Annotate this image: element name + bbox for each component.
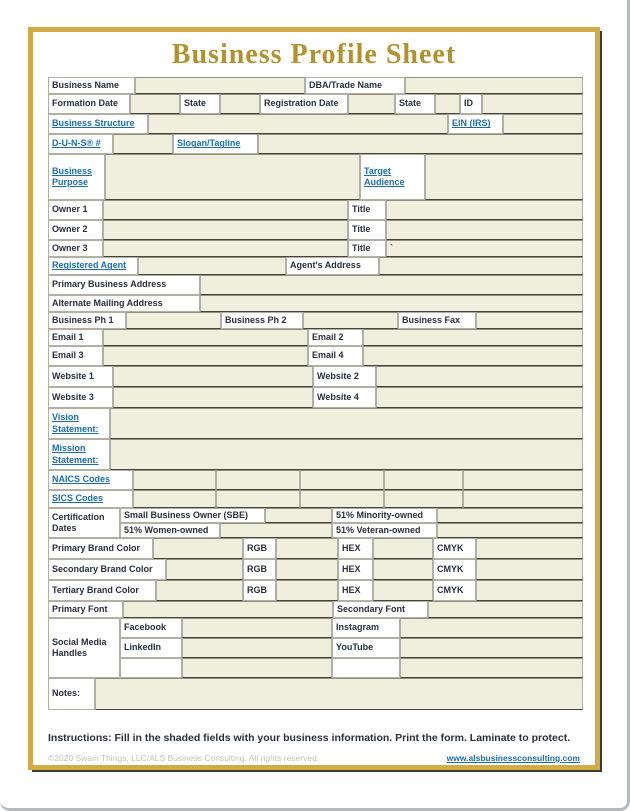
label-email-1: Email 1 xyxy=(48,329,103,346)
website-link[interactable]: www.alsbusinessconsulting.com xyxy=(446,753,580,763)
form-row xyxy=(48,538,583,559)
field-sics-code-5[interactable] xyxy=(463,490,583,508)
label-tertiary-rgb: RGB xyxy=(243,580,276,601)
field-naics-code-3[interactable] xyxy=(300,470,384,490)
form-row xyxy=(48,200,583,220)
form-row xyxy=(48,618,583,678)
field-linkedin[interactable] xyxy=(182,638,332,658)
field-naics-code-5[interactable] xyxy=(463,470,583,490)
field-naics-code-4[interactable] xyxy=(384,470,463,490)
label-business-fax: Business Fax xyxy=(398,312,476,329)
field-primary-cmyk[interactable] xyxy=(476,538,583,559)
field-email-4[interactable] xyxy=(363,346,583,366)
label-51-women-owned: 51% Women-owned xyxy=(120,523,220,538)
copyright-text: ©2020 Swain Things, LLC/ALS Business Consulting. All rights reserved. xyxy=(48,753,320,763)
form-row xyxy=(48,346,583,366)
field-agents-address[interactable] xyxy=(379,257,583,275)
field-small-business-owner-sbe[interactable] xyxy=(265,508,332,523)
label-social-extra-1 xyxy=(120,658,182,678)
form-row xyxy=(48,470,583,490)
field-tertiary-hex[interactable] xyxy=(373,580,433,601)
label-id: ID xyxy=(460,94,482,114)
label-51-veteran-owned: 51% Veteran-owned xyxy=(332,523,437,538)
form-subrow xyxy=(120,618,583,638)
form-row xyxy=(48,678,583,710)
field-website-1[interactable] xyxy=(113,366,313,387)
label-business-name: Business Name xyxy=(48,77,135,94)
label-owner-1: Owner 1 xyxy=(48,200,103,220)
field-mission-statement[interactable] xyxy=(110,439,583,470)
form-subrow xyxy=(120,523,583,538)
link-business-purpose[interactable]: Business Purpose xyxy=(48,154,105,200)
gold-frame xyxy=(28,27,600,770)
form-row xyxy=(48,439,583,470)
link-target-audience[interactable]: Target Audience xyxy=(360,154,425,200)
field-id[interactable] xyxy=(482,94,583,114)
form-row xyxy=(48,114,583,134)
field-business-fax[interactable] xyxy=(476,312,583,329)
label-primary-hex: HEX xyxy=(338,538,373,559)
field-secondary-brand-color[interactable] xyxy=(166,559,243,580)
label-formation-state: State xyxy=(180,94,220,114)
form-row xyxy=(48,312,583,329)
form-row xyxy=(48,154,583,200)
label-owner-2-title: Title xyxy=(348,220,386,240)
label-51-minority-owned: 51% Minority-owned xyxy=(332,508,437,523)
label-business-ph-2: Business Ph 2 xyxy=(221,312,303,329)
field-owner-1[interactable] xyxy=(103,200,348,220)
link-vision-statement[interactable]: Vision Statement: xyxy=(48,408,110,439)
label-primary-brand-color: Primary Brand Color xyxy=(48,538,153,559)
field-primary-brand-color[interactable] xyxy=(153,538,243,559)
field-sics-code-3[interactable] xyxy=(300,490,384,508)
field-registration-date[interactable] xyxy=(348,94,395,114)
label-registration-state: State xyxy=(395,94,435,114)
form-row xyxy=(48,257,583,275)
form-row xyxy=(48,559,583,580)
link-business-structure[interactable]: Business Structure xyxy=(48,114,148,134)
profile-form xyxy=(48,77,583,710)
field-registration-state[interactable] xyxy=(435,94,460,114)
label-instagram: Instagram xyxy=(332,618,400,638)
field-formation-date[interactable] xyxy=(130,94,180,114)
label-tertiary-hex: HEX xyxy=(338,580,373,601)
form-subrows xyxy=(120,618,583,678)
form-row xyxy=(48,240,583,257)
label-secondary-brand-color: Secondary Brand Color xyxy=(48,559,166,580)
field-sics-code-4[interactable] xyxy=(384,490,463,508)
label-website-4: Website 4 xyxy=(313,387,376,408)
field-owner-2-title[interactable] xyxy=(386,220,583,240)
field-owner-3-title[interactable]: ` xyxy=(386,240,583,257)
link-duns-number[interactable]: D-U-N-S® # xyxy=(48,134,113,154)
form-subrow xyxy=(120,508,583,523)
label-tertiary-cmyk: CMYK xyxy=(433,580,476,601)
form-row xyxy=(48,94,583,114)
field-tertiary-rgb[interactable] xyxy=(276,580,338,601)
field-secondary-font[interactable] xyxy=(428,601,583,618)
form-subrow xyxy=(120,638,583,658)
field-formation-state[interactable] xyxy=(220,94,260,114)
label-owner-3: Owner 3 xyxy=(48,240,103,257)
label-agents-address: Agent's Address xyxy=(286,257,379,275)
field-owner-3[interactable] xyxy=(103,240,348,257)
form-row xyxy=(48,295,583,312)
field-tertiary-cmyk[interactable] xyxy=(476,580,583,601)
label-email-3: Email 3 xyxy=(48,346,103,366)
field-naics-code-2[interactable] xyxy=(216,470,300,490)
field-primary-font[interactable] xyxy=(123,601,333,618)
field-business-ph-2[interactable] xyxy=(303,312,398,329)
form-row xyxy=(48,329,583,346)
form-row xyxy=(48,77,583,94)
link-registered-agent[interactable]: Registered Agent xyxy=(48,257,138,275)
field-business-ph-1[interactable] xyxy=(126,312,221,329)
form-row xyxy=(48,387,583,408)
label-certification-dates: Certification Dates xyxy=(48,508,120,538)
link-mission-statement[interactable]: Mission Statement: xyxy=(48,439,110,470)
field-facebook[interactable] xyxy=(182,618,332,638)
label-formation-date: Formation Date xyxy=(48,94,130,114)
field-primary-business-address[interactable] xyxy=(200,275,583,295)
field-business-structure[interactable] xyxy=(148,114,448,134)
field-naics-code-1[interactable] xyxy=(133,470,216,490)
field-tertiary-brand-color[interactable] xyxy=(156,580,243,601)
field-dba-trade-name[interactable] xyxy=(405,77,583,94)
field-slogan-tagline[interactable] xyxy=(258,134,583,154)
label-website-3: Website 3 xyxy=(48,387,113,408)
field-email-1[interactable] xyxy=(103,329,308,346)
field-vision-statement[interactable] xyxy=(110,408,583,439)
field-sics-code-1[interactable] xyxy=(133,490,216,508)
link-naics-codes[interactable]: NAICS Codes xyxy=(48,470,133,490)
label-owner-1-title: Title xyxy=(348,200,386,220)
form-row xyxy=(48,601,583,618)
footer xyxy=(48,753,580,763)
field-business-name[interactable] xyxy=(135,77,305,94)
form-subrow xyxy=(120,658,583,678)
field-email-3[interactable] xyxy=(103,346,308,366)
field-website-4[interactable] xyxy=(376,387,583,408)
form-row xyxy=(48,580,583,601)
label-owner-3-title: Title xyxy=(348,240,386,257)
field-owner-2[interactable] xyxy=(103,220,348,240)
form-row xyxy=(48,134,583,154)
field-target-audience[interactable] xyxy=(425,154,583,200)
form-subrows xyxy=(120,508,583,538)
field-registered-agent[interactable] xyxy=(138,257,286,275)
field-website-2[interactable] xyxy=(376,366,583,387)
label-business-ph-1: Business Ph 1 xyxy=(48,312,126,329)
label-small-business-owner-sbe: Small Business Owner (SBE) xyxy=(120,508,265,523)
form-row xyxy=(48,490,583,508)
field-social-extra-2[interactable] xyxy=(400,658,583,678)
label-youtube: YouTube xyxy=(332,638,400,658)
label-dba-trade-name: DBA/Trade Name xyxy=(305,77,405,94)
label-tertiary-brand-color: Tertiary Brand Color xyxy=(48,580,156,601)
form-row xyxy=(48,408,583,439)
label-social-media-handles: Social Media Handles xyxy=(48,618,120,678)
field-secondary-hex[interactable] xyxy=(373,559,433,580)
form-row xyxy=(48,366,583,387)
field-ein-irs[interactable] xyxy=(503,114,583,134)
page-title: Business Profile Sheet xyxy=(171,39,457,70)
label-secondary-cmyk: CMYK xyxy=(433,559,476,580)
label-primary-rgb: RGB xyxy=(243,538,276,559)
field-alternate-mailing-address[interactable] xyxy=(200,295,583,312)
label-primary-font: Primary Font xyxy=(48,601,123,618)
field-social-extra-1[interactable] xyxy=(182,658,332,678)
label-email-4: Email 4 xyxy=(308,346,363,366)
field-owner-1-title[interactable] xyxy=(386,200,583,220)
label-notes: Notes: xyxy=(48,678,95,710)
instructions-text: Instructions: Fill in the shaded fields with your business information. Print the form. Laminate to protect. xyxy=(48,732,571,744)
label-facebook: Facebook xyxy=(120,618,182,638)
form-row xyxy=(48,508,583,538)
label-email-2: Email 2 xyxy=(308,329,363,346)
label-registration-date: Registration Date xyxy=(260,94,348,114)
field-business-purpose[interactable] xyxy=(105,154,360,200)
field-51-minority-owned[interactable] xyxy=(437,508,583,523)
label-alternate-mailing-address: Alternate Mailing Address xyxy=(48,295,200,312)
link-sics-codes[interactable]: SICS Codes xyxy=(48,490,133,508)
field-youtube[interactable] xyxy=(400,638,583,658)
link-slogan-tagline[interactable]: Slogan/Tagline xyxy=(173,134,258,154)
label-secondary-rgb: RGB xyxy=(243,559,276,580)
label-owner-2: Owner 2 xyxy=(48,220,103,240)
label-secondary-font: Secondary Font xyxy=(333,601,428,618)
field-email-2[interactable] xyxy=(363,329,583,346)
form-row xyxy=(48,220,583,240)
label-social-extra-2 xyxy=(332,658,400,678)
field-51-women-owned[interactable] xyxy=(220,523,332,538)
label-primary-cmyk: CMYK xyxy=(433,538,476,559)
link-ein-irs[interactable]: EIN (IRS) xyxy=(448,114,503,134)
field-primary-hex[interactable] xyxy=(373,538,433,559)
field-secondary-rgb[interactable] xyxy=(276,559,338,580)
field-secondary-cmyk[interactable] xyxy=(476,559,583,580)
field-primary-rgb[interactable] xyxy=(276,538,338,559)
field-notes[interactable] xyxy=(95,678,583,710)
label-secondary-hex: HEX xyxy=(338,559,373,580)
form-row xyxy=(48,275,583,295)
field-sics-code-2[interactable] xyxy=(216,490,300,508)
label-linkedin: LinkedIn xyxy=(120,638,182,658)
field-51-veteran-owned[interactable] xyxy=(437,523,583,538)
label-website-1: Website 1 xyxy=(48,366,113,387)
field-instagram[interactable] xyxy=(400,618,583,638)
field-duns-number[interactable] xyxy=(113,134,173,154)
label-website-2: Website 2 xyxy=(313,366,376,387)
label-primary-business-address: Primary Business Address xyxy=(48,275,200,295)
field-website-3[interactable] xyxy=(113,387,313,408)
